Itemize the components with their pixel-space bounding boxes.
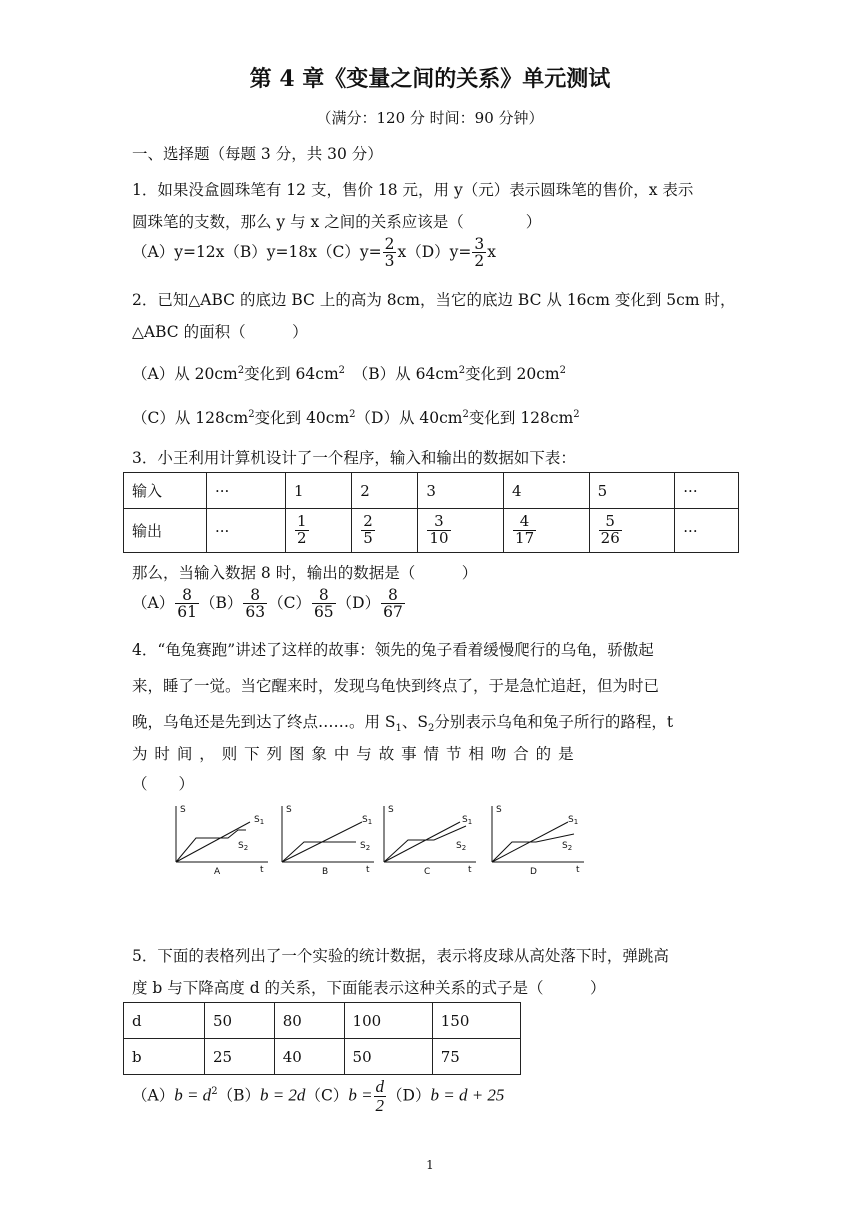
svg-text:S: S <box>286 805 292 815</box>
graph-c <box>376 800 486 876</box>
table-cell: $\frac{2}{5}$ <box>352 509 418 553</box>
q1-option-text: x（D）y= <box>397 242 472 261</box>
svg-text:t: t <box>468 865 472 875</box>
table-cell: 5 <box>589 473 675 509</box>
q2-options-row2: （C）从 $128cm^2$变化到 $40cm^2(D)$从 $40cm^2$变化到 $128cm^2$ <box>132 408 580 427</box>
table-cell: 80 <box>274 1003 344 1039</box>
q5-options: $(A)b = d^2(B)b = 2d(C)b$ = $\frac{d}{2}$ （D）b = d + 25 <box>132 1077 505 1115</box>
table-cell: 4 <box>504 473 590 509</box>
q4-line4: 为 时 间 ， 则 下 列 图 象 中 与 故 事 情 节 相 吻 合 的 是 <box>132 745 575 763</box>
q2-line1: 2．已知△ABC 的底边 BC 上的高为 8cm，当它的底边 BC 从 16cm 变化到 5cm 时， <box>132 291 736 309</box>
table-cell: 75 <box>432 1039 520 1075</box>
table-cell: $\frac{3}{10}$ <box>418 509 504 553</box>
q3-line1: 3．小王利用计算机设计了一个程序，输入和输出的数据如下表： <box>132 449 576 467</box>
q1-line1: 1．如果没盒圆珠笔有 12 支，售价 18 元，用 y（元）表示圆珠笔的售价，x 表示 <box>132 181 694 199</box>
svg-text:S: S <box>388 805 394 815</box>
q3-question: 那么，当输入数据 8 时，输出的数据是（ ） <box>132 564 478 582</box>
q4-line3: 晚，乌龟还是先到达了终点……。用 $S_1$、$S_2$分别表示乌龟和兔子所行的路程，t <box>132 713 674 735</box>
table-cell: 50 <box>205 1003 275 1039</box>
page-title: 第 4 章《变量之间的关系》单元测试 <box>249 66 611 92</box>
svg-text:t: t <box>366 865 370 875</box>
fraction: $\frac{3}{2}$ <box>474 235 485 271</box>
table-cell: ··· <box>675 473 739 509</box>
svg-text:t: t <box>576 865 580 875</box>
table-row <box>124 509 739 553</box>
table-cell: ··· <box>207 509 286 553</box>
table-cell: b <box>124 1039 205 1075</box>
table-cell: 40 <box>274 1039 344 1075</box>
bounce-table <box>123 1002 521 1075</box>
io-table <box>123 472 739 553</box>
svg-text:S1: $S_1$ <box>462 815 473 826</box>
table-row <box>124 1039 521 1075</box>
svg-text:S1: $S_1$ <box>362 815 373 826</box>
q1-options <box>132 236 496 270</box>
q4-line2: 来，睡了一觉。当它醒来时，发现乌龟快到终点了，于是急忙追赶，但为时已 <box>132 677 660 695</box>
output-label: 输出 <box>124 509 207 553</box>
graph-d <box>484 800 594 876</box>
q1-line2: 圆珠笔的支数，那么 y 与 x 之间的关系应该是（ ） <box>132 213 542 231</box>
s-axis-label: S <box>180 805 186 815</box>
graph-name: C <box>424 867 431 876</box>
table-cell: $\frac{5}{26}$ <box>589 509 675 553</box>
table-cell: 2 <box>352 473 418 509</box>
table-cell: 100 <box>344 1003 432 1039</box>
svg-text:S2: $S_2$ <box>238 841 249 852</box>
svg-text:S: S <box>496 805 502 815</box>
graph-name: A <box>214 867 221 876</box>
fraction: $\frac{2}{3}$ <box>384 235 395 271</box>
table-cell: $\frac{1}{2}$ <box>286 509 352 553</box>
svg-text:S2: $S_2$ <box>456 841 467 852</box>
table-row <box>124 473 739 509</box>
table-cell: ··· <box>675 509 739 553</box>
graph-a <box>168 800 278 876</box>
svg-text:S2: $S_2$ <box>360 841 371 852</box>
svg-text:S2: $S_2$ <box>562 841 573 852</box>
table-cell: 150 <box>432 1003 520 1039</box>
table-cell: 50 <box>344 1039 432 1075</box>
q5-line2: 度 b 与下降高度 d 的关系，下面能表示这种关系的式子是（ ） <box>132 979 606 997</box>
table-cell: 25 <box>205 1039 275 1075</box>
table-cell: 1 <box>286 473 352 509</box>
q4-line5: （ ） <box>132 775 195 793</box>
t-axis-label: t <box>260 865 264 875</box>
page-number: 1 <box>426 1158 434 1172</box>
svg-text:S1: $S_1$ <box>254 815 265 826</box>
q2-line2: △ABC 的面积（ ） <box>132 323 308 341</box>
section-heading: 一、选择题（每题 3 分，共 30 分） <box>132 145 383 163</box>
table-cell: $\frac{4}{17}$ <box>504 509 590 553</box>
q2-options-row1: （A）从 $20cm^2$变化到 $64cm^2$ （B）从 $64cm^2$变化到 $20cm^2$ <box>132 364 566 383</box>
table-row <box>124 1003 521 1039</box>
graph-name: B <box>322 867 329 876</box>
q4-line1: 4．“龟兔赛跑”讲述了这样的故事：领先的兔子看着缓慢爬行的乌龟，骄傲起 <box>132 641 654 659</box>
q3-options: （A） $\frac{8}{61}$ （B） $\frac{8}{63}$ （C） $\frac{8}{65}$ （D） $\frac{8}{67}$ <box>132 586 403 622</box>
table-cell: d <box>124 1003 205 1039</box>
graph-b <box>274 800 384 876</box>
graph-name: D <box>530 867 537 876</box>
q1-option-text: x <box>487 242 497 261</box>
q1-option-text: （A）y=12x（B）y=18x（C）y= <box>132 242 382 261</box>
table-cell: ··· <box>207 473 286 509</box>
table-cell: 3 <box>418 473 504 509</box>
input-label: 输入 <box>124 473 207 509</box>
svg-text:S1: $S_1$ <box>568 815 579 826</box>
exam-info: （满分：120 分 时间：90 分钟） <box>316 109 544 127</box>
q5-line1: 5．下面的表格列出了一个实验的统计数据，表示将皮球从高处落下时，弹跳高 <box>132 947 669 965</box>
